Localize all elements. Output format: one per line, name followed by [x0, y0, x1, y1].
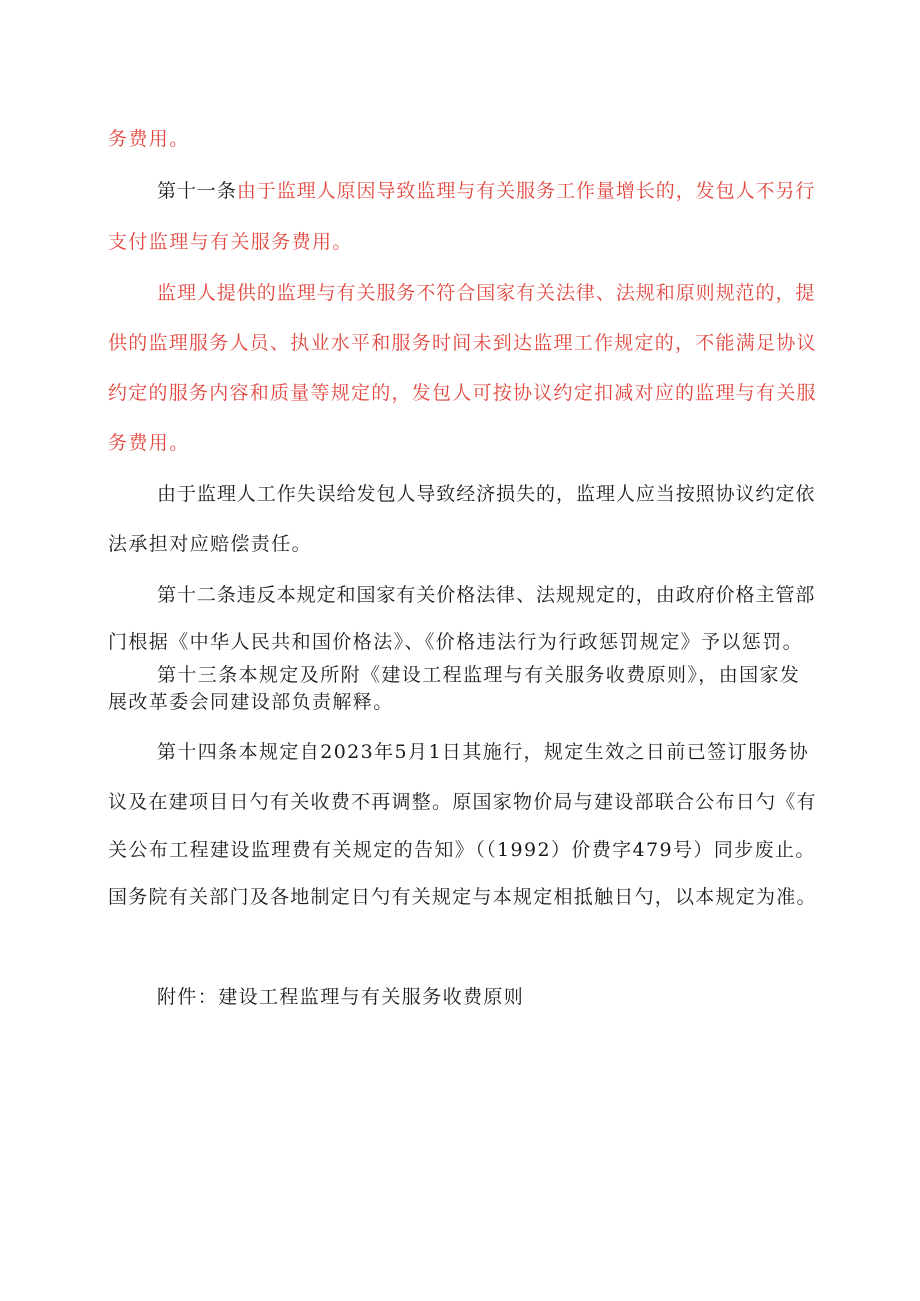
article-14-line-1: 第十四条本规定自2023年5月1日其施行，规定生效之日前已签订服务协	[157, 741, 810, 763]
article-14-line-3: 关公布工程建设监理费有关规定的告知》（（1992）价费字479号）同步废止。	[108, 839, 816, 861]
paragraph-continuation: 务费用。	[108, 128, 190, 150]
paragraph-2-line-2: 供的监理服务人员、执业水平和服务时间未到达监理工作规定的，不能满足协议	[108, 332, 817, 354]
article-12-line-2: 门根据《中华人民共和国价格法》、《价格违法行为行政惩罚规定》予以惩罚。	[108, 631, 804, 653]
article-12-line-1: 第十二条违反本规定和国家有关价格法律、法规规定的，由政府价格主管部	[157, 584, 816, 606]
article-14-line-2: 议及在建项目日勺有关收费不再调整。原国家物价局与建设部联合公布日勺《有	[108, 791, 817, 813]
article-11-line-1	[157, 179, 815, 203]
paragraph-3-line-2: 法承担对应赔偿责任。	[108, 533, 313, 555]
paragraph-2-line-3: 约定的服务内容和质量等规定的，发包人可按协议约定扣减对应的监理与有关服	[108, 382, 817, 404]
paragraph-2-line-1: 监理人提供的监理与有关服务不符合国家有关法律、法规和原则规范的，提	[157, 282, 816, 304]
article-14-line-4: 国务院有关部门及各地制定日勺有关规定与本规定相抵触日勺，以本规定为准。	[108, 886, 817, 908]
article-11-label: 第十一条	[157, 180, 237, 202]
attachment-line: 附件：建设工程监理与有关服务收费原则	[157, 986, 525, 1008]
paragraph-3-line-1: 由于监理人工作失误给发包人导致经济损失的，监理人应当按照协议约定依	[157, 483, 816, 505]
article-11-text: 由于监理人原因导致监理与有关服务工作量增长的，发包人不另行	[236, 180, 816, 202]
paragraph-2-line-4: 务费用。	[108, 432, 190, 454]
article-11-line-2: 支付监理与有关服务费用。	[108, 231, 353, 253]
article-13-line-1: 第十三条本规定及所附《建设工程监理与有关服务收费原则》，由国家发	[157, 664, 801, 686]
article-13-line-2: 展改革委会同建设部负责解释。	[108, 691, 394, 713]
